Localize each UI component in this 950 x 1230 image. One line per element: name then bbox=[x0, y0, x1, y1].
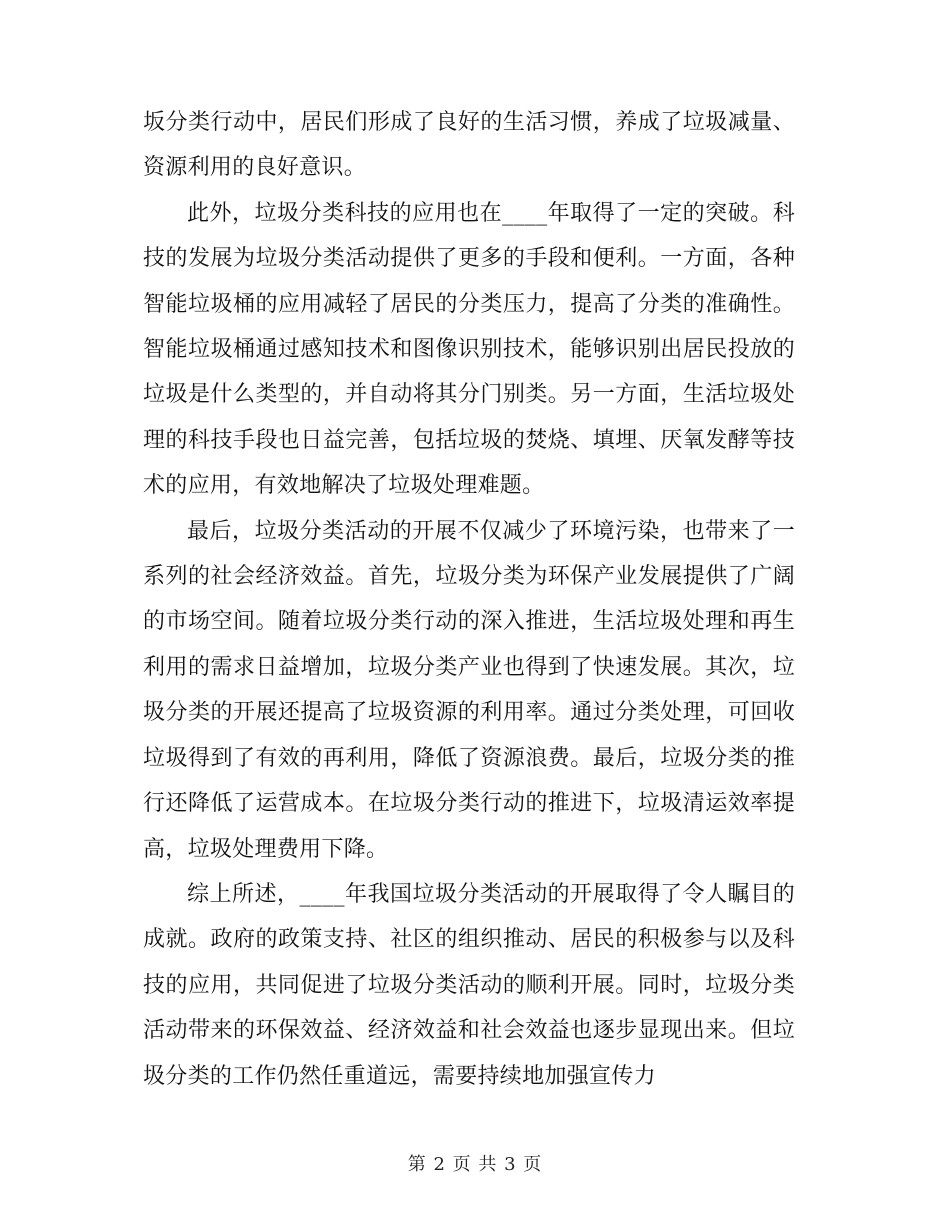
page-number-footer: 第 2 页 共 3 页 bbox=[407, 1154, 543, 1175]
paragraph-technology: 此外，垃圾分类科技的应用也在____年取得了一定的突破。科技的发展为垃圾分类活动提供了更多的手段和便利。一方面，各种智能垃圾桶的应用减轻了居民的分类压力，提高了分类的准确性。智能垃圾桶通过感知技术和图像识别技术，能够识别出居民投放的垃圾是什么类型的，并自动将其分门别类。另一方面，生活垃圾处理的科技手段也日益完善，包括垃圾的焚烧、填埋、厌氧发酵等技术的应用，有效地解决了垃圾处理难题。 bbox=[143, 200, 795, 499]
paragraph-economic-benefits: 最后，垃圾分类活动的开展不仅减少了环境污染，也带来了一系列的社会经济效益。首先，垃圾分类为环保产业发展提供了广阔的市场空间。随着垃圾分类行动的深入推进，生活垃圾处理和再生利用的需求日益增加，垃圾分类产业也得到了快速发展。其次，垃圾分类的开展还提高了垃圾资源的利用率。通过分类处理，可回收垃圾得到了有效的再利用，降低了资源浪费。最后，垃圾分类的推行还降低了运营成本。在垃圾分类行动的推进下，垃圾清运效率提高，垃圾处理费用下降。 bbox=[143, 518, 795, 862]
document-body bbox=[143, 100, 795, 1099]
paragraph-continuation: 坂分类行动中，居民们形成了良好的生活习惯，养成了垃圾减量、资源利用的良好意识。 bbox=[143, 110, 795, 181]
paragraph-conclusion: 综上所述，____年我国垃圾分类活动的开展取得了令人瞩目的成就。政府的政策支持、社区的组织推动、居民的积极参与以及科技的应用，共同促进了垃圾分类活动的顺利开展。同时，垃圾分类活动带来的环保效益、经济效益和社会效益也逐步显现出来。但垃圾分类的工作仍然任重道远，需要持续地加强宣传力 bbox=[143, 881, 795, 1089]
